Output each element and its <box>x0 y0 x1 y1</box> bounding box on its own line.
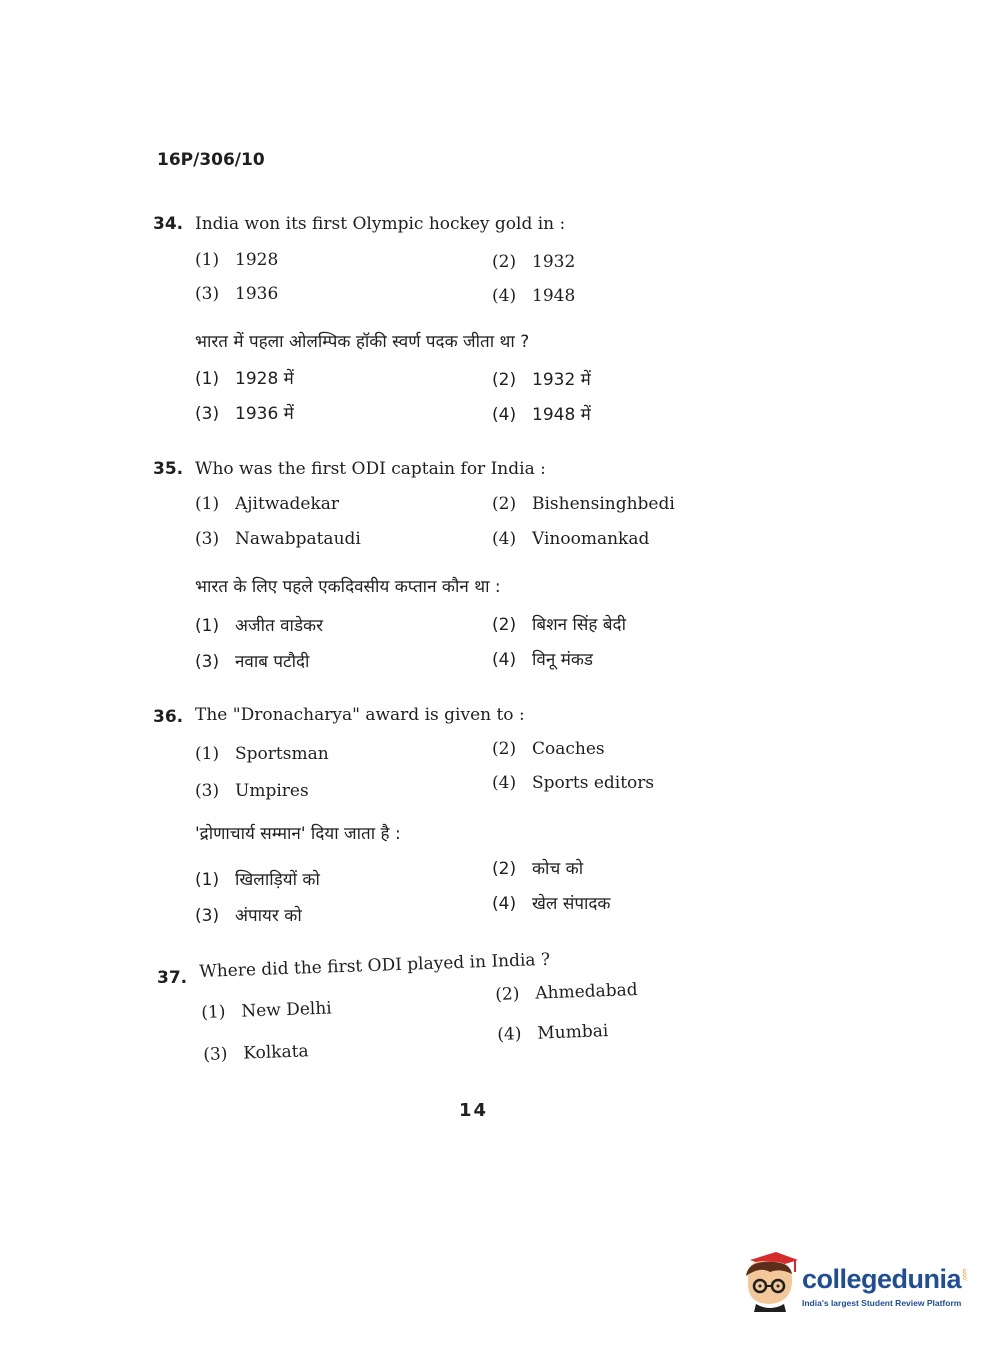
option-hindi: (1) अजीत वाडेकर <box>195 616 324 636</box>
option-hindi: (4) विनू मंकड <box>492 650 594 670</box>
collegedunia-logo <box>742 1250 972 1320</box>
option-hindi: (4) 1948 में <box>492 405 591 425</box>
logo-tagline: India's largest Student Review Platform <box>802 1298 962 1308</box>
option: (2) Coaches <box>492 739 605 759</box>
logo-suffix: .com <box>962 1268 969 1282</box>
option-hindi: (1) 1928 में <box>195 369 294 389</box>
option: (4) 1948 <box>492 286 576 306</box>
option-hindi: (1) खिलाड़ियों को <box>195 870 320 890</box>
mascot-icon <box>742 1250 800 1312</box>
question-text-hindi: भारत में पहला ओलम्पिक हॉकी स्वर्ण पदक जीता था ? <box>195 332 530 352</box>
page-number: 14 <box>459 1100 489 1121</box>
logo-wordmark: collegedunia <box>802 1264 962 1294</box>
question-text: Who was the first ODI captain for India : <box>195 459 546 479</box>
paper-code: 16P/306/10 <box>157 150 265 170</box>
question-text: The "Dronacharya" award is given to : <box>195 705 525 725</box>
option: (1) New Delhi <box>201 998 333 1023</box>
option: (1) 1928 <box>195 250 279 270</box>
option-hindi: (2) कोच को <box>492 859 584 879</box>
question-text: India won its first Olympic hockey gold in : <box>195 214 566 234</box>
option-hindi: (3) 1936 में <box>195 404 294 424</box>
option: (4) Sports editors <box>492 773 655 793</box>
option: (1) Ajitwadekar <box>195 494 340 514</box>
option-hindi: (3) अंपायर को <box>195 906 302 926</box>
option: (2) 1932 <box>492 252 576 272</box>
question-text-hindi: 'द्रोणाचार्य सम्मान' दिया जाता है : <box>195 824 401 844</box>
option: (4) Vinoomankad <box>492 529 650 549</box>
option: (4) Mumbai <box>497 1021 609 1045</box>
option: (3) Kolkata <box>203 1041 309 1065</box>
question-number: 37. <box>157 968 188 988</box>
option: (1) Sportsman <box>195 744 329 764</box>
option-hindi: (4) खेल संपादक <box>492 894 611 914</box>
option-hindi: (2) बिशन सिंह बेदी <box>492 615 626 635</box>
question-number: 36. <box>153 707 184 727</box>
option-hindi: (3) नवाब पटौदी <box>195 652 310 672</box>
question-number: 34. <box>153 214 184 234</box>
option: (2) Bishensinghbedi <box>492 494 675 514</box>
option-hindi: (2) 1932 में <box>492 370 591 390</box>
option: (3) 1936 <box>195 284 279 304</box>
option: (3) Nawabpataudi <box>195 529 361 549</box>
option: (2) Ahmedabad <box>495 980 638 1005</box>
question-text-hindi: भारत के लिए पहले एकदिवसीय कप्तान कौन था : <box>195 577 501 597</box>
question-number: 35. <box>153 459 184 479</box>
option: (3) Umpires <box>195 781 309 801</box>
question-text: Where did the first ODI played in India ? <box>199 949 551 982</box>
